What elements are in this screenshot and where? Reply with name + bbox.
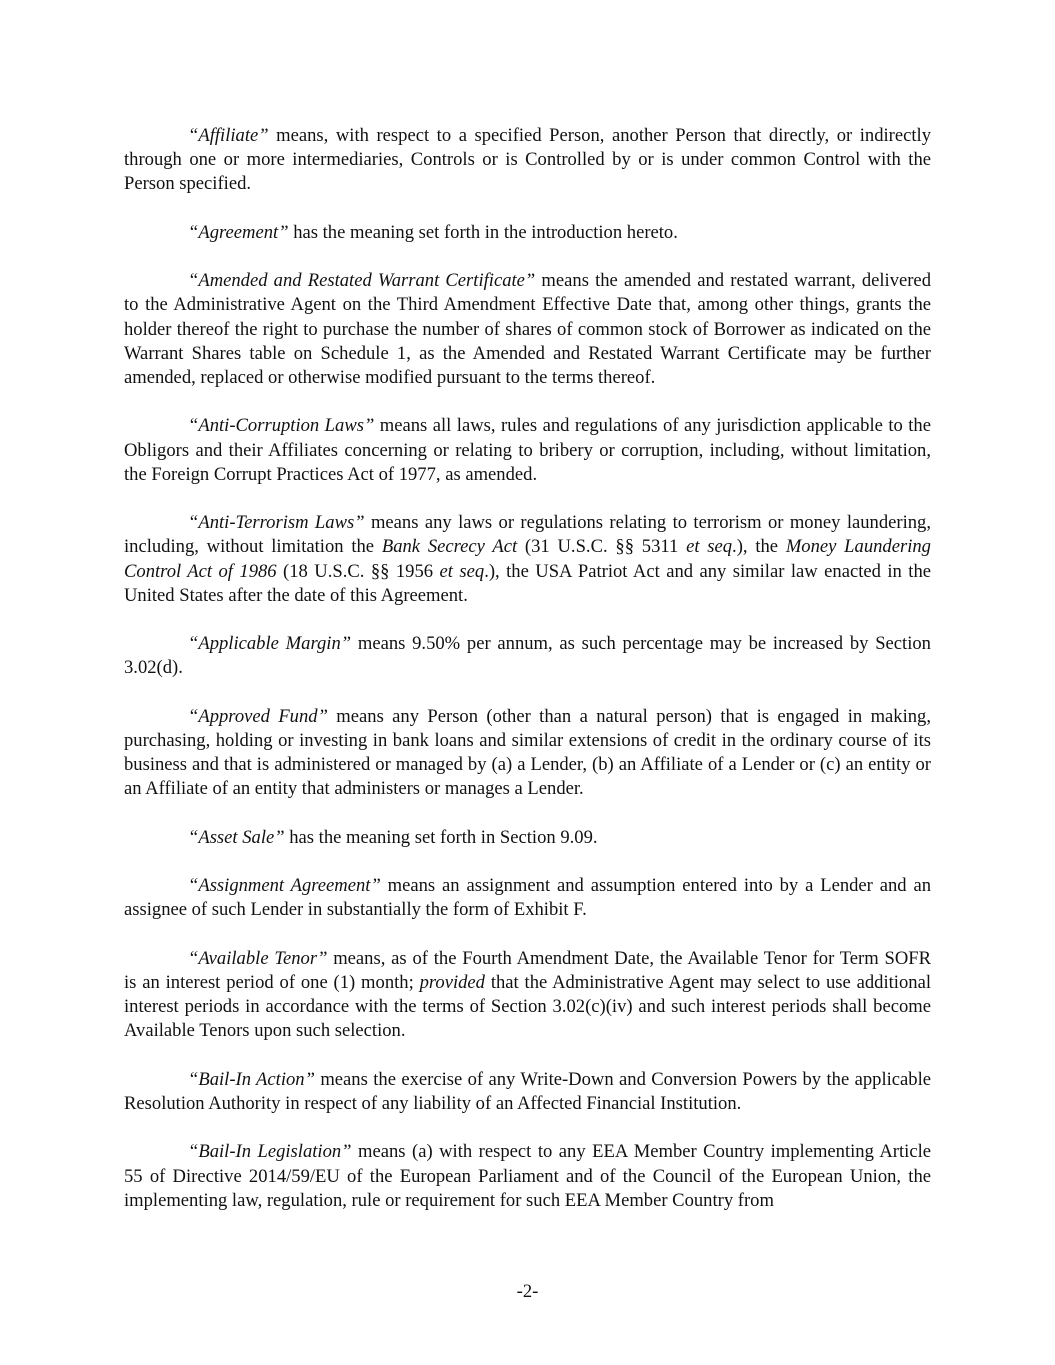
definition-text: means (a) with respect to any EEA Member Country implementing Article 55 of Directive 2014/59/EU of the European Parliament and of the Council of the European Union, the implementing law, regulation, rule or requirement for such EEA Member Country from xyxy=(124,1141,931,1211)
definition-text: means any Person (other than a natural person) that is engaged in making, purchasing, holding or investing in bank loans and similar extensions of credit in the ordinary course of its business and that is administered or managed by (a) a Lender, (b) an Affiliate of a Lender or (c) an entity or an Affiliate of an entity that administers or manages a Lender. xyxy=(124,705,931,800)
proviso-word: provided xyxy=(419,971,485,993)
definition-bail-in-action xyxy=(124,1068,931,1116)
definition-bail-in-legislation xyxy=(124,1140,931,1213)
latin-phrase: et seq xyxy=(439,560,485,582)
definition-text: has the meaning set forth in Section 9.09. xyxy=(284,826,598,848)
definition-available-tenor xyxy=(124,947,931,1044)
defined-term: “Available Tenor” xyxy=(188,947,328,969)
defined-term: “Approved Fund” xyxy=(188,705,328,727)
defined-term: “Applicable Margin” xyxy=(188,633,352,655)
page-number: -2- xyxy=(516,1281,539,1302)
definition-text: means any laws or regulations relating to terrorism or money laundering, including, without limitation the xyxy=(124,512,931,558)
definition-text: means, with respect to a specified Person, another Person that directly, or indirectly through one or more intermediaries, Controls or is Controlled by or is under common Control with the Person specified. xyxy=(124,125,931,195)
definition-text: means all laws, rules and regulations of any jurisdiction applicable to the Obligors and their Affiliates concerning or relating to bribery or corruption, including, without limitation, the Foreign Corrupt Practices Act of 1977, as amended. xyxy=(124,415,931,485)
statute-name: Money Laundering Control Act of 1986 xyxy=(124,536,931,582)
definition-text: means the amended and restated warrant, delivered to the Administrative Agent on the Third Amendment Effective Date that, among other things, grants the holder thereof the right to purchase the number of shares of common stock of Borrower as indicated on the Warrant Shares table on Schedule 1, as the Amended and Restated Warrant Certificate may be further amended, replaced or otherwise modified pursuant to the terms thereof. xyxy=(124,270,931,388)
definition-anti-terrorism-laws xyxy=(124,511,931,608)
definition-affiliate xyxy=(124,124,931,197)
definition-asset-sale xyxy=(124,826,931,850)
definition-text: (31 U.S.C. §§ 5311 xyxy=(517,536,687,558)
definition-text: means, as of the Fourth Amendment Date, the Available Tenor for Term SOFR is an interest period of one (1) month; xyxy=(124,947,931,993)
definition-text: that the Administrative Agent may select to use additional interest periods in accordance with the terms of Section 3.02(c)(iv) and such interest periods shall become Available Tenors upon such selection. xyxy=(124,971,931,1042)
defined-term: “Asset Sale” xyxy=(188,826,285,848)
definition-approved-fund xyxy=(124,705,931,802)
defined-term: “Amended and Restated Warrant Certificate” xyxy=(188,270,536,292)
definition-amended-restated-warrant-certificate xyxy=(124,269,931,390)
definition-text: .), the USA Patriot Act and any similar law enacted in the United States after the date of this Agreement. xyxy=(124,560,931,606)
definition-text: means an assignment and assumption entered into by a Lender and an assignee of such Lender in substantially the form of Exhibit F. xyxy=(124,875,931,921)
defined-term: “Bail-In Legislation” xyxy=(188,1141,352,1163)
defined-term: “Assignment Agreement” xyxy=(188,875,381,897)
defined-term: “Affiliate” xyxy=(188,125,269,146)
definition-assignment-agreement xyxy=(124,874,931,922)
statute-name: Bank Secrecy Act xyxy=(381,536,518,558)
document-page xyxy=(124,124,931,1237)
defined-term: “Anti-Terrorism Laws” xyxy=(188,512,365,534)
definition-text: means 9.50% per annum, as such percentage may be increased by Section 3.02(d). xyxy=(124,633,931,679)
defined-term: “Anti-Corruption Laws” xyxy=(188,415,375,437)
latin-phrase: et seq xyxy=(686,536,733,558)
definition-text: means the exercise of any Write-Down and Conversion Powers by the applicable Resolution Authority in respect of any liability of an Affected Financial Institution. xyxy=(124,1068,931,1114)
defined-term: “Bail-In Action” xyxy=(188,1068,315,1090)
defined-term: “Agreement” xyxy=(188,221,289,243)
definition-applicable-margin xyxy=(124,632,931,680)
definition-text: has the meaning set forth in the introduction hereto. xyxy=(288,221,678,243)
definition-text: (18 U.S.C. §§ 1956 xyxy=(276,560,440,582)
definition-agreement xyxy=(124,221,931,245)
definition-text: .), the xyxy=(732,536,786,558)
definition-anti-corruption-laws xyxy=(124,414,931,487)
